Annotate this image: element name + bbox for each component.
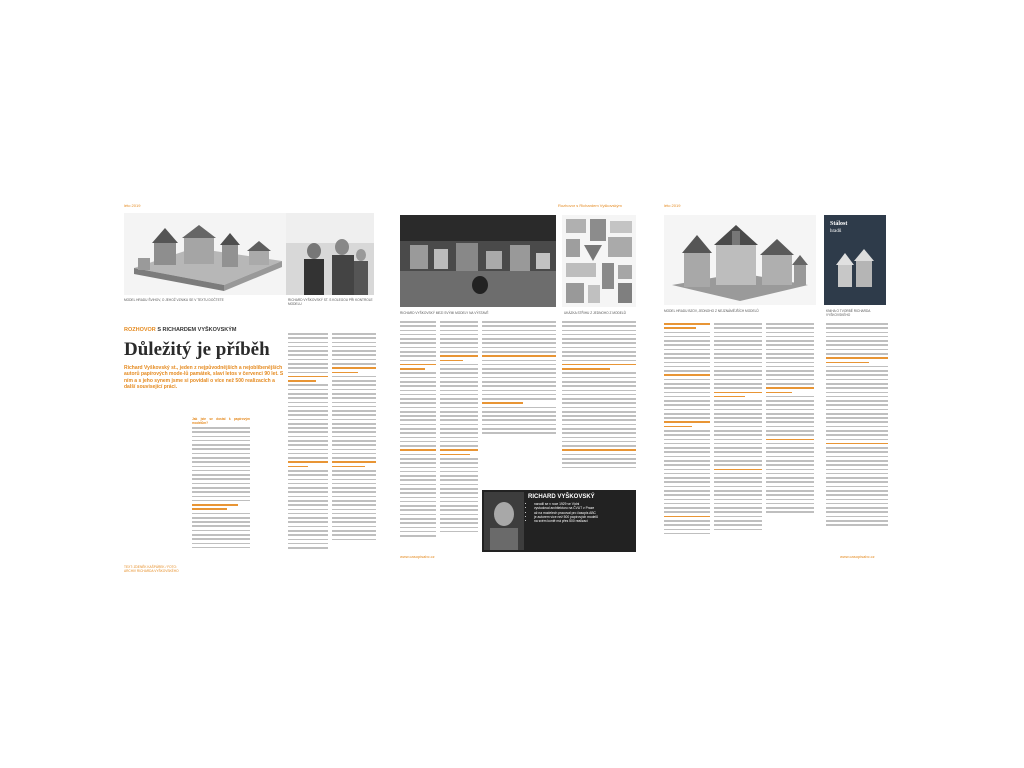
body-column-3 xyxy=(332,333,376,559)
body-column-1 xyxy=(192,427,250,557)
question-1 xyxy=(192,417,250,426)
bio-box-title: RICHARD VYŠKOVSKÝ xyxy=(528,494,595,500)
book-caption: KNIHA O TVORBĚ RICHARDA VYŠKOVSKÉHO xyxy=(826,309,871,317)
article-headline: Důležitý je příběh xyxy=(124,339,270,360)
bio-list xyxy=(528,502,634,523)
running-head: léto 2019 xyxy=(664,203,681,208)
running-foot: www.casopisabc.cz xyxy=(400,554,435,559)
bio-item: • je autorem více než 500 papírových modelů xyxy=(534,515,634,519)
kicker-name: S RICHARDEM VYŠKOVSKÝM xyxy=(157,327,237,333)
body-column-4 xyxy=(562,321,636,471)
book-subtitle: hradů xyxy=(830,229,842,234)
pattern-sheet-graphic xyxy=(562,215,636,307)
article-kicker xyxy=(124,327,236,333)
exhibition-photo-graphic xyxy=(400,215,556,307)
book-cover xyxy=(824,215,886,305)
body-column-4 xyxy=(826,323,888,555)
bio-box xyxy=(482,490,636,552)
body-column-2 xyxy=(440,321,478,557)
portrait-photo xyxy=(484,492,524,550)
main-image-caption: RICHARD VYŠKOVSKÝ MEZI SVÝMI MODELY NA VÝSTAVĚ xyxy=(400,311,489,315)
people-photo-graphic xyxy=(286,213,374,295)
question-text: Jak jste se dostal k papírovým modelům? xyxy=(192,417,250,426)
book-title: Stálost xyxy=(830,221,848,227)
running-head: léto 2019 xyxy=(124,203,141,208)
bio-item: • na svém kontě má přes 500 realizací xyxy=(534,519,634,523)
body-column-2 xyxy=(288,333,328,559)
castle-bzov-graphic xyxy=(664,215,816,305)
portrait-graphic xyxy=(484,492,524,550)
bio-item: • až na modelech pracoval pro časopis ABC xyxy=(534,511,634,515)
castle-model-graphic xyxy=(124,213,292,295)
body-column-2 xyxy=(714,323,762,555)
main-image-caption: MODEL HRADU BZOV, JEDNOHO Z NEJZNÁMĚJŠÍCH MODELŮ xyxy=(664,309,759,313)
body-column-3 xyxy=(766,323,814,555)
running-head: Rozhovor s Richardem Vyškovským xyxy=(558,203,622,208)
exhibition-photo xyxy=(400,215,556,307)
running-foot: www.casopisabc.cz xyxy=(840,554,875,559)
page-3 xyxy=(660,203,910,573)
article-lead: Richard Vyškovský st., jeden z nejpůvodnějších a nejoblíbenějších autorů papírových mode-lů památek, slaví letos v červenci 90 let. S ním a s jeho synem jsme si povídali o více než 500 realizacích a další související práci. xyxy=(124,365,284,391)
page-2 xyxy=(398,203,638,573)
bio-item: • narodil se v roce 1929 ve Vídni xyxy=(534,502,634,506)
side-image-caption: UKÁZKA STŘIHU Z JEDNOHO Z MODELŮ xyxy=(564,311,626,315)
main-image-caption: MODEL HRADU ŠVIHOV, O JEHOŽ VZNIKU SE V TEXTU DOČTETE xyxy=(124,298,224,302)
kicker-label: ROZHOVOR xyxy=(124,327,156,333)
side-image-caption: RICHARD VYŠKOVSKÝ ST. S KOLEGOU PŘI KONTROLE MODELU xyxy=(288,298,373,306)
castle-model-illustration xyxy=(124,213,292,295)
body-column-1 xyxy=(664,323,710,555)
pattern-sheet-image xyxy=(562,215,636,307)
interview-photo xyxy=(286,213,374,295)
page-1 xyxy=(120,203,378,573)
castle-bzov-illustration xyxy=(664,215,816,305)
body-column-1 xyxy=(400,321,436,557)
article-credits: TEXT: ZDENĚK KAŠPÁREK / FOTO: ARCHIV RICHARDA VYŠKOVSKÉHO xyxy=(124,565,179,573)
bio-item: • vystudoval architekturu na ČVUT v Praze xyxy=(534,506,634,510)
body-column-3 xyxy=(482,321,556,437)
book-cover-castle-graphic xyxy=(830,243,880,293)
